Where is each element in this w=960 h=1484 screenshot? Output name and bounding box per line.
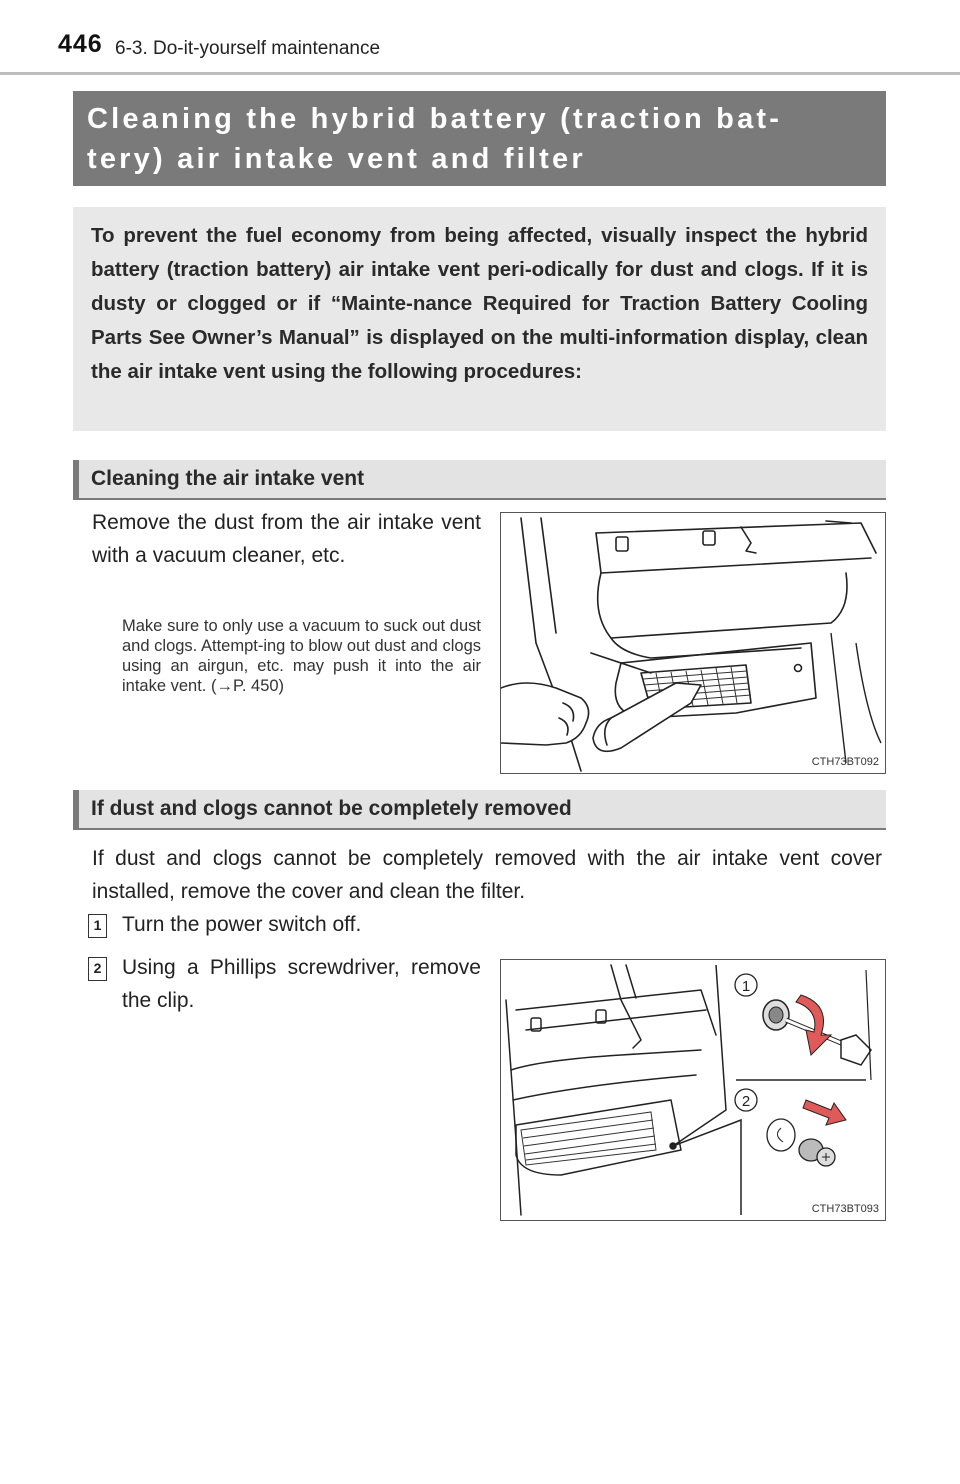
section1-note: Make sure to only use a vacuum to suck out dust and clogs. Attempt-ing to blow out dust and clogs using an airgun, etc. may push it into the air intake vent. (→P. 450)	[122, 617, 481, 695]
callout-2-label: 2	[741, 1093, 751, 1110]
step-2-text: Using a Phillips screwdriver, remove the clip.	[122, 956, 481, 1012]
section2-body: If dust and clogs cannot be completely removed with the air intake vent cover installed, remove the cover and clean the filter.	[92, 847, 882, 903]
step-2-badge: 2	[88, 957, 107, 981]
subheading-text: Cleaning the air intake vent	[91, 467, 365, 490]
title-line-2: tery) air intake vent and filter	[87, 143, 586, 175]
section-label: 6-3. Do-it-yourself maintenance	[115, 38, 381, 59]
callout-1-label: 1	[741, 978, 751, 995]
figure-code: CTH73BT093	[811, 1203, 879, 1215]
step-1-badge: 1	[88, 914, 107, 938]
subheading-text: If dust and clogs cannot be completely removed	[91, 797, 572, 820]
header-rule	[0, 72, 960, 75]
section1-body: Remove the dust from the air intake vent with a vacuum cleaner, etc.	[92, 511, 481, 567]
page-number: 446	[58, 30, 103, 58]
clip-removal-illustration	[501, 960, 885, 1220]
figure-remove-clip	[500, 959, 886, 1221]
page-title	[87, 99, 877, 179]
figure-code: CTH73BT092	[811, 756, 879, 768]
subheading-cleaning-vent	[73, 460, 886, 498]
intro-text: To prevent the fuel economy from being affected, visually inspect the hybrid battery (traction battery) air intake vent peri-odically for dust and clogs. If it is dusty or clogged or if “Mainte-nance Required for Traction Battery Cooling Parts See Owner’s Manual” is displayed on the multi-information display, clean the air intake vent using the following procedures:	[91, 224, 868, 383]
step-1-text: Turn the power switch off.	[122, 913, 362, 936]
title-line-1: Cleaning the hybrid battery (traction bat-	[87, 103, 783, 135]
title-banner	[73, 91, 886, 186]
figure-vacuum-vent	[500, 512, 886, 774]
vacuum-illustration	[501, 513, 885, 773]
intro-box	[73, 207, 886, 431]
subheading-dust-not-removed	[73, 790, 886, 828]
